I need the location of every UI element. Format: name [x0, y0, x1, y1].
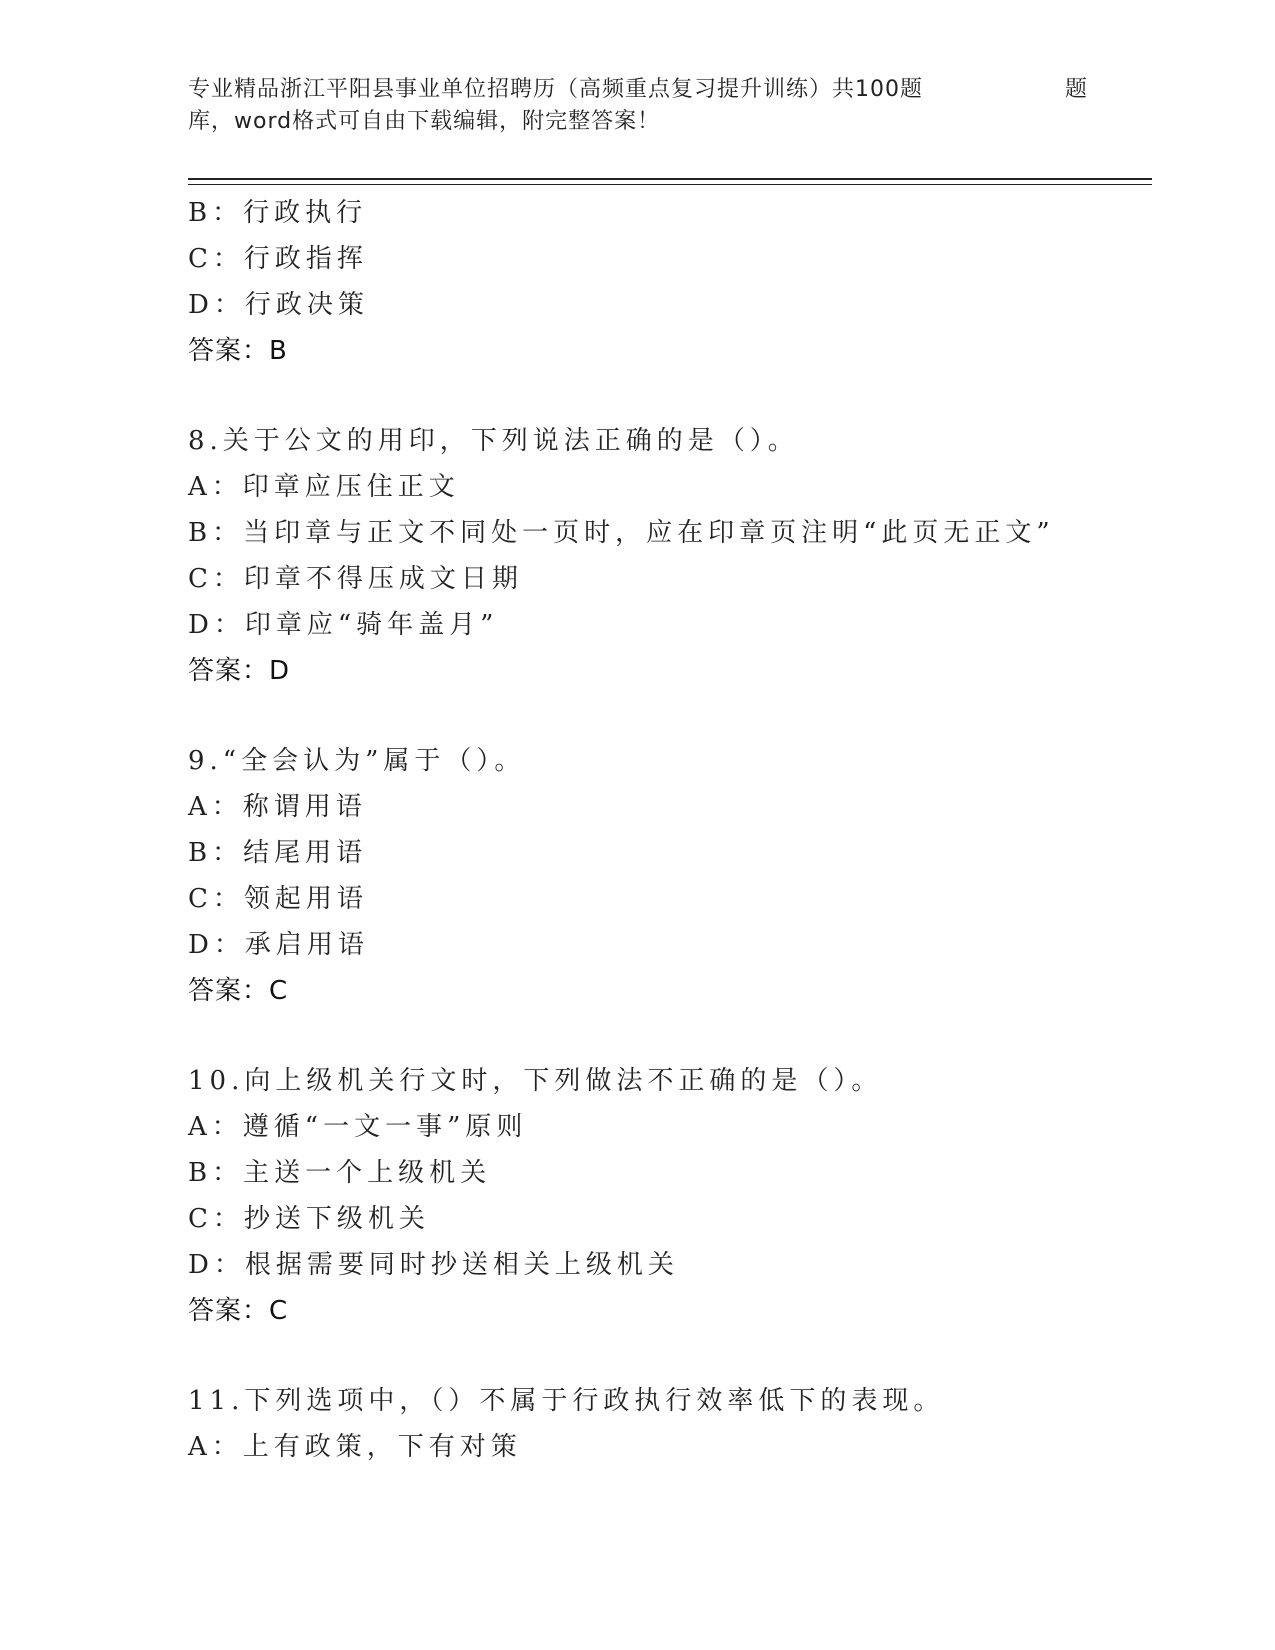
header-title: 专业精品浙江平阳县事业单位招聘历（高频重点复习提升训练）共100题	[188, 77, 923, 102]
option-d: D：印章应“骑年盖月”	[188, 610, 499, 640]
page-header	[188, 74, 1088, 138]
question-9	[188, 738, 1148, 1014]
option-c: C：抄送下级机关	[188, 1204, 430, 1234]
question-10	[188, 1058, 1148, 1334]
option-a: A：遵循“一文一事”原则	[188, 1112, 528, 1142]
header-rule-thin	[188, 184, 1152, 185]
question-stem: 9.“全会认为”属于（）。	[188, 746, 526, 776]
header-line-2: 库，word格式可自由下载编辑，附完整答案！	[188, 109, 661, 134]
option-a: A：上有政策，下有对策	[188, 1432, 522, 1462]
option-b: B：主送一个上级机关	[188, 1158, 492, 1188]
option-d: D：承启用语	[188, 930, 369, 960]
question-7-tail	[188, 190, 1148, 374]
header-line-1	[188, 74, 1088, 106]
option-a: A：印章应压住正文	[188, 472, 460, 502]
spacer	[188, 1014, 1148, 1058]
option-b: B：当印章与正文不同处一页时，应在印章页注明“此页无正文”	[188, 518, 1055, 548]
question-11	[188, 1378, 1148, 1470]
question-8	[188, 418, 1148, 694]
question-stem: 10.向上级机关行文时，下列做法不正确的是（）。	[188, 1066, 883, 1096]
answer: 答案：C	[188, 1296, 289, 1326]
answer: 答案：B	[188, 336, 288, 366]
question-stem: 11.下列选项中，（）不属于行政执行效率低下的表现。	[188, 1386, 945, 1416]
spacer	[188, 694, 1148, 738]
spacer	[188, 1334, 1148, 1378]
spacer	[188, 374, 1148, 418]
answer: 答案：C	[188, 976, 289, 1006]
question-stem: 8.关于公文的用印，下列说法正确的是（）。	[188, 426, 799, 456]
option-b: B：行政执行	[188, 198, 368, 228]
option-d: D：行政决策	[188, 290, 369, 320]
option-b: B：结尾用语	[188, 838, 368, 868]
header-title-wrap: 题	[1064, 77, 1088, 102]
option-c: C：行政指挥	[188, 244, 368, 274]
option-d: D：根据需要同时抄送相关上级机关	[188, 1250, 679, 1280]
option-a: A：称谓用语	[188, 792, 367, 822]
option-c: C：领起用语	[188, 884, 368, 914]
answer: 答案：D	[188, 656, 291, 686]
header-rule-thick	[188, 178, 1152, 180]
option-c: C：印章不得压成文日期	[188, 564, 523, 594]
question-list	[188, 190, 1148, 1470]
